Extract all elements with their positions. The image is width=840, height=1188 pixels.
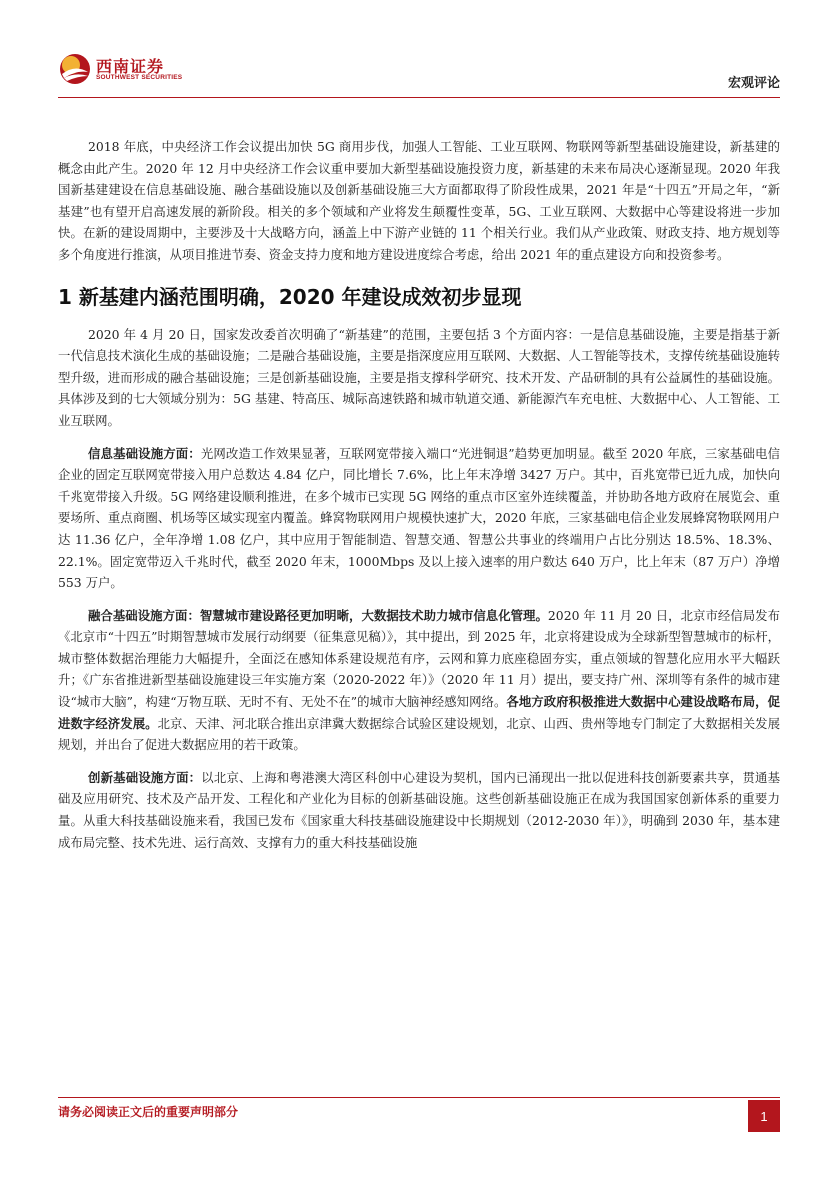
- info-infra-text: 光网改造工作效果显著，互联网宽带接入端口“光进铜退”趋势更加明显。截至 2020 年底，三家基础电信企业的固定互联网宽带接入用户总数达 4.84 亿户，同比增长 7.6%，比上年末净增 3427 万户。其中，百兆宽带已近九成，加快向千兆宽带接入升级。5G 网络建设顺利推进，在多个城市已实现 5G 网络的重点市区室外连续覆盖，并协助各地方政府在展览会、重要场所、重点商圈、机场等区域实现室内覆盖。蜂窝物联网用户规模快速扩大，2020 年底，三家基础电信企业发展蜂窝物联网用户达 11.36 亿户，全年净增 1.08 亿户，其中应用于智能制造、智慧交通、智慧公共事业的终端用户占比分别达 18.5%、18.3%、22.1%。固定宽带迈入千兆时代，截至 2020 年末，1000Mbps 及以上接入速率的用户数达 640 万户，比上年末（87 万户）净增 553 万户。: [58, 445, 780, 591]
- info-infra-paragraph: [58, 443, 780, 594]
- scope-paragraph: 2020 年 4 月 20 日，国家发改委首次明确了“新基建”的范围，主要包括 3 个方面内容：一是信息基础设施，主要是指基于新一代信息技术演化生成的基础设施；二是融合基础设施，主要是指深度应用互联网、大数据、人工智能等技术，支撑传统基础设施转型升级，进而形成的融合基础设施；三是创新基础设施，主要是指支撑科学研究、技术开发、产品研制的具有公益属性的基础设施。具体涉及到的七大领域分别为：5G 基建、特高压、城际高速铁路和城市轨道交通、新能源汽车充电桩、大数据中心、人工智能、工业互联网。: [58, 326, 780, 428]
- brand-name-cn: 西南证券: [96, 57, 165, 76]
- innovation-infra-text: 以北京、上海和粤港澳大湾区科创中心建设为契机，国内已涌现出一批以促进科技创新要素共享，贯通基础及应用研究、技术及产品开发、工程化和产业化为目标的创新基础设施。这些创新基础设施正在成为我国国家创新体系的重要力量。从重大科技基础设施来看，我国已发布《国家重大科技基础设施建设中长期规划（2012-2030 年）》，明确到 2030 年，基本建成布局完整、技术先进、运行高效、支撑有力的重大科技基础设施: [58, 769, 781, 850]
- page-number: 1: [748, 1100, 780, 1132]
- header-divider: [58, 97, 780, 98]
- fusion-infra-emphasis-2: 各地方政府积极推进大数据中心建设战略布局，促进数字经济发展。: [58, 694, 781, 731]
- innovation-infra-lead: 创新基础设施方面：: [88, 769, 202, 785]
- fusion-infra-emphasis-1: 智慧城市建设路径更加明晰，大数据技术助力城市信息化管理。: [199, 607, 548, 623]
- fusion-infra-text-2: 北京、天津、河北联合推出京津冀大数据综合试验区建设规划，北京、山西、贵州等地专门制定了大数据相关发展规划，并出台了促进大数据应用的若干政策。: [58, 715, 781, 753]
- section-heading: 1 新基建内涵范围明确，2020 年建设成效初步显现: [58, 284, 522, 309]
- company-logo: [58, 50, 198, 94]
- logo-emblem-icon: [58, 52, 92, 86]
- fusion-infra-paragraph: [58, 605, 780, 756]
- footer-divider: [58, 1097, 780, 1098]
- report-type-label: 宏观评论: [727, 76, 780, 91]
- page-header: [58, 50, 780, 98]
- brand-name-en: SOUTHWEST SECURITIES: [96, 74, 183, 81]
- disclaimer-notice: 请务必阅读正文后的重要声明部分: [58, 1105, 239, 1119]
- fusion-infra-lead: 融合基础设施方面：: [88, 607, 200, 623]
- document-body: [58, 136, 780, 853]
- fusion-infra-text-1: 2020 年 11 月 20 日，北京市经信局发布《北京市“十四五”时期智慧城市发展行动纲要（征集意见稿）》，其中提出，到 2025 年，北京将建设成为全球新型智慧城市的标杆，城市整体数据治理能力大幅提升，全面泛在感知体系建设规范有序，云网和算力底座稳固夯实，重点领域的智慧化应用水平大幅跃升；《广东省推进新型基础设施建设三年实施方案（2020-2022 年）》（2020 年 11 月）提出，要支持广州、深圳等有条件的城市建设“城市大脑”，构建“万物互联、无时不有、无处不在”的城市大脑神经感知网络。: [58, 607, 781, 710]
- innovation-infra-paragraph: [58, 767, 780, 853]
- intro-paragraph: 2018 年底，中央经济工作会议提出加快 5G 商用步伐，加强人工智能、工业互联网、物联网等新型基础设施建设，新基建的概念由此产生。2020 年 12 月中央经济工作会议重申要加大新型基础设施投资力度，新基建的未来布局决心逐渐显现。2020 年我国新基建建设在信息基础设施、融合基础设施以及创新基础设施三大方面都取得了阶段性成果，2021 年是“十四五”开局之年，“新基建”也有望开启高速发展的新阶段。相关的多个领域和产业将发生颠覆性变革，5G、工业互联网、大数据中心等建设将进一步加快。在新的建设周期中，主要涉及十大战略方向，涵盖上中下游产业链的 11 个相关行业。我们从产业政策、财政支持、地方规划等多个角度进行推演，从项目推进节奏、资金支持力度和地方建设进度综合考虑，给出 2021 年的重点建设方向和投资参考。: [58, 139, 780, 262]
- info-infra-lead: 信息基础设施方面：: [88, 445, 201, 461]
